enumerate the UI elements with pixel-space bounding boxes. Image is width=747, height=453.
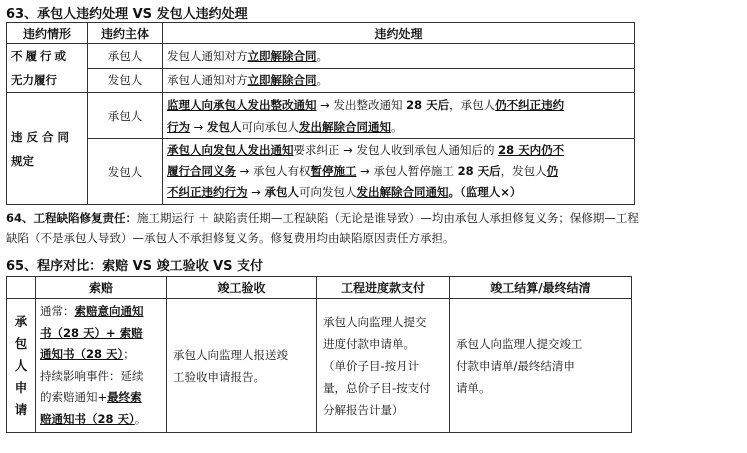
- subject-contractor: 承包人: [88, 93, 163, 139]
- header-acceptance: 竣工验收: [167, 277, 317, 299]
- procedure-table: [6, 276, 632, 433]
- handling-text: 监理人向承包人发出整改通知 → 发出整改通知 28 天后，承包人仍不纠正违约 行为 → 发包人可向承包人发出解除合同通知。: [163, 93, 635, 139]
- subject-employer: 发包人: [88, 139, 163, 205]
- subject-employer: 发包人: [88, 68, 163, 93]
- header-claim: 索赔: [36, 277, 167, 299]
- header-settlement: 竣工结算/最终结清: [450, 277, 632, 299]
- section-64-title: 64、工程缺陷修复责任：: [6, 211, 138, 225]
- breach-table: [6, 22, 635, 205]
- section-65-title: 65、程序对比：索赔 VS 竣工验收 VS 支付: [6, 259, 264, 274]
- progress-payment-cell: 承包人向监理人提交 进度付款申请单。 （单价子目-按月计 量，总价子目-按支付 分解报告计量）: [317, 299, 450, 433]
- claim-cell: 通常：索赔意向通知 书（28 天）+ 索赔 通知书（28 天）； 持续影响事件：延续 的索赔通知+最终索 赔通知书（28 天）。: [36, 299, 167, 433]
- section-64-paragraph: 64、工程缺陷修复责任：施工期运行 ＋ 缺陷责任期—工程缺陷（无论是谁导致）—均由承包人承担修复义务；保修期—工程 缺陷（不是承包人导致）—承包人不承担修复义务。修复费用均由缺陷原因责任方承担。: [6, 211, 639, 245]
- handling-text: 发包人通知对方立即解除合同。: [163, 44, 635, 69]
- case-nonperformance: 不履行或 无力履行: [7, 44, 88, 93]
- header-progress: 工程进度款支付: [317, 277, 450, 299]
- handling-text: 承包人通知对方立即解除合同。: [163, 68, 635, 93]
- header-handling: 违约处理: [163, 23, 635, 44]
- corner-cell: [7, 277, 36, 299]
- row-label-contractor-apply: 承 包 人 申 请: [7, 299, 36, 433]
- header-subject: 违约主体: [88, 23, 163, 44]
- handling-text: 承包人向发包人发出通知要求纠正 → 发包人收到承包人通知后的 28 天内仍不 履行合同义务 → 承包人有权暂停施工 → 承包人暂停施工 28 天后，发包人仍 不纠正违约行为 → 承包人可向发包人发出解除合同通知。（监理人×）: [163, 139, 635, 205]
- section-63-title: 63、承包人违约处理 VS 发包人违约处理: [6, 7, 248, 22]
- acceptance-cell: 承包人向监理人报送竣 工验收申请报告。: [167, 299, 317, 433]
- case-breach: 违反合同 规定: [7, 93, 88, 205]
- header-case: 违约情形: [7, 23, 88, 44]
- settlement-cell: 承包人向监理人提交竣工 付款申请单/最终结清申 请单。: [450, 299, 632, 433]
- subject-contractor: 承包人: [88, 44, 163, 69]
